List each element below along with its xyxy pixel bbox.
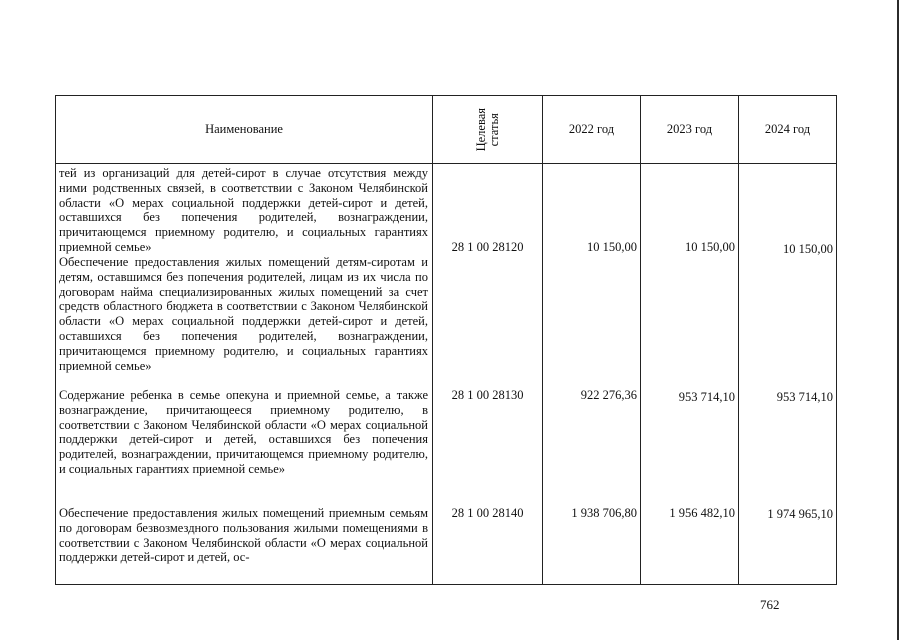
header-name: Наименование [56,96,433,164]
scan-edge-shadow [897,0,899,640]
continuation-text: тей из организаций для детей-сирот в случае отсутствия между ними родственных связей, в соответствии с Законом Челябинской области «О мерах социальной поддержки детей-сирот и детей, оставшихся без попечения родителей, вознаграждении, причитающемся приемному родителю, и социальных гарантиях приемной семье» [59,166,428,254]
row-2024-28120: 10 150,00 [783,242,833,256]
row-2024-28130: 953 714,10 [776,390,833,404]
table-body-row [56,164,837,585]
y2022-column [543,164,641,585]
row-2022-28140: 1 938 706,80 [571,506,637,520]
y2024-column [739,164,837,585]
code-column [433,164,543,585]
row-2022-28130: 922 276,36 [580,388,637,402]
row-2023-28140: 1 956 482,10 [669,506,735,520]
y2023-column [641,164,739,585]
row-name-next: Обеспечение предоставления жилых помещений приемным семьям по договорам безвозмездного пользования жилыми помещениями в соответствии с Законом Челябинской области «О мерах социальной поддержки детей-сирот и детей, ос- [59,506,428,565]
row-2023-28120: 10 150,00 [685,240,735,254]
row-name-28130: Обеспечение предоставления жилых помещений детям-сиротам и детям, оставшимся без попечения родителей, лицам из их числа по договорам найма специализированных жилых помещений за счет средств областного бюджета в соответствии с Законом Челябинской области «О мерах социальной поддержки детей-сирот и детей, оставшихся без попечения родителей, вознаграждении, причитающемся приемному родителю, и социальных гарантиях приемной семье» [59,255,428,373]
header-code-label: Целевая статья [473,107,501,152]
budget-table [55,95,837,585]
row-code-28140: 28 1 00 28140 [451,506,524,520]
row-2023-28130: 953 714,10 [678,390,735,404]
row-name-28140: Содержание ребенка в семье опекуна и приемной семье, а также вознаграждение, причитающееся приемному родителю, в соответствии с Законом Челябинской области «О мерах социальной поддержки детей-сирот и детей, оставшихся без попечения родителей, вознаграждении, причитающемся приемному родителю, и социальных гарантиях приемной семье» [59,388,428,476]
header-code [433,96,543,164]
table-header-row [56,96,837,164]
row-2022-28120: 10 150,00 [587,240,637,254]
header-2023: 2023 год [641,96,739,164]
header-2022: 2022 год [543,96,641,164]
row-code-28130: 28 1 00 28130 [451,388,524,402]
name-column [56,164,433,585]
header-2024: 2024 год [739,96,837,164]
page-number: 762 [760,597,780,612]
row-2024-28140: 1 974 965,10 [767,507,833,521]
row-code-28120: 28 1 00 28120 [451,240,524,254]
